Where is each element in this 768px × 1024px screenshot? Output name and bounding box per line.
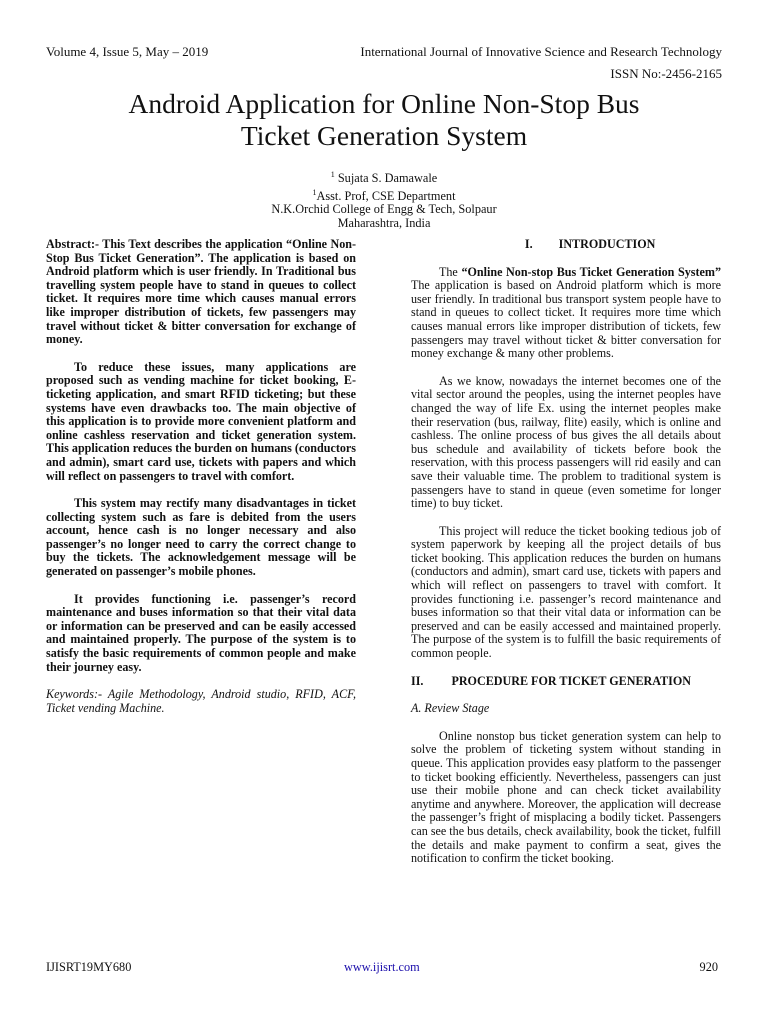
journal-volume: Volume 4, Issue 5, May – 2019 — [46, 44, 209, 59]
abstract-paragraph-4: It provides functioning i.e. passenger’s record maintenance and buses information so that their vital data or information can be preserved and can be easily accessed and maintained properly. The purpose of the system is to satisfy the basic requirements of common people and make their journey easy. — [46, 591, 356, 674]
footer-website-link[interactable]: www.ijisrt.com — [344, 960, 420, 974]
procedure-paragraph-1: Online nonstop bus ticket generation system can help to solve the problem of ticketing system without standing in queue. This application provides easy platform to the passenger to ticket booking efficiently. Nevertheless, passengers can just use their mobile phone and can check ticket availability anytime and anywhere. Moreover, the application will decrease the passenger’s fright of misplacing a bodily ticket. Passengers can see the bus details, check availability, book the ticket, fulfill the details and make payment to confirm a seat, gives the notification to confirm the ticket booking. — [411, 728, 721, 866]
author-college: N.K.Orchid College of Engg & Tech, Solpaur — [271, 202, 497, 217]
footer-page-number: 920 — [699, 960, 718, 974]
journal-issn: ISSN No:-2456-2165 — [610, 66, 722, 81]
role-affil-marker: 1 — [312, 187, 317, 197]
author-affil-marker: 1 — [330, 170, 335, 179]
left-column — [46, 238, 356, 729]
section-title: PROCEDURE FOR TICKET GENERATION — [451, 673, 691, 688]
keywords — [46, 688, 356, 715]
keywords-label: Keywords — [46, 687, 94, 702]
abstract-text: This Text describes the application “Online Non-Stop Bus Ticket Generation”. The application is based on Android platform which is user friendly. In Traditional bus travelling system people have to stand in queues to collect ticket. It requires more time which causes manual errors like improper distribution of tickets, few passengers may travel without ticket & bitter conversation for exchange of money. — [46, 237, 356, 347]
author-name: Sujata S. Damawale — [334, 171, 438, 186]
subsection-heading-review: A. Review Stage — [411, 701, 490, 716]
paper-title-line-2: Ticket Generation System — [240, 120, 528, 151]
intro-paragraph-2: As we know, nowadays the internet becomes one of the vital sector around the peoples, using the internet peoples have changed the way of life Ex. using the internet peoples make their reservation (bus, railway, flite) easily, which is online and cashless. The online process of bus gives the all details about bus schedule and availability of tickets before book the reservation, with this process passengers will rid easily and can save their valuable time. The problem to traditional system is passengers have to stand in queue (even sometime for longer time) to buy ticket. — [411, 373, 721, 511]
section-number: I. — [524, 237, 533, 251]
journal-name: International Journal of Innovative Science and Research Technology — [360, 44, 722, 59]
intro-p1-rest: The application is based on Android platform which is more user friendly. In traditional bus transport system people have to stand in queues to collect ticket. It requires more time which causes manual errors like improper distribution of tickets, few passengers may travel without ticket & bitter conversation for money exchange & many other problems. — [411, 278, 721, 361]
paper-title-line-1: Android Application for Online Non-Stop Bus — [128, 88, 640, 119]
intro-paragraph-1 — [411, 266, 721, 361]
section-title: INTRODUCTION — [558, 237, 656, 251]
intro-paragraph-3: This project will reduce the ticket booking tedious job of system paperwork by keeping all the project details of bus ticket booking. This application reduces the burden on humans (conductors and admin), smart card use, tickets with papers and which will reflect on passengers to travel with comfort. It provides functioning i.e. passenger’s record maintenance and buses information so that their vital data or information can be preserved and can be easily accessed and maintained properly. The purpose of the system is to fulfill the basic requirements of common people. — [411, 523, 721, 661]
intro-p1-lead: The — [439, 264, 462, 279]
author-state: Maharashtra, India — [337, 215, 431, 230]
abstract-paragraph — [46, 238, 356, 347]
keywords-text: :- Agile Methodology, Android studio, RFID, ACF, Ticket vending Machine. — [46, 687, 356, 715]
author-block — [180, 168, 588, 230]
author-role: Asst. Prof, CSE Department — [316, 188, 456, 203]
abstract-label: Abstract:- — [46, 237, 100, 251]
paper-title — [40, 88, 728, 152]
abstract-paragraph-3: This system may rectify many disadvantages in ticket collecting system such as fare is debited from the users account, hence cash is no longer necessary and also passenger’s no longer need to carry the correct change to buy the tickets. The acknowledgement message will be generated on passenger’s mobile phones. — [46, 496, 356, 579]
abstract-paragraph-2: To reduce these issues, many applications are proposed such as vending machine for ticket booking, E-ticketing application, and smart RFID ticketing; but these systems have even drawbacks too. The main objective of this application is to provide more convenient platform and online cashless reservation and ticket generation system. This application reduces the burden on humans (conductors and admin), smart card use, tickets with papers and which will reflect on passengers to travel with comfort. — [46, 359, 356, 483]
section-heading-procedure — [411, 675, 721, 689]
section-heading-introduction — [411, 238, 721, 252]
intro-p1-bold: “Online Non-stop Bus Ticket Generation System” — [461, 264, 721, 279]
section-number: II. — [411, 673, 424, 688]
right-column — [411, 238, 721, 880]
footer-paper-id: IJISRT19MY680 — [46, 960, 132, 974]
